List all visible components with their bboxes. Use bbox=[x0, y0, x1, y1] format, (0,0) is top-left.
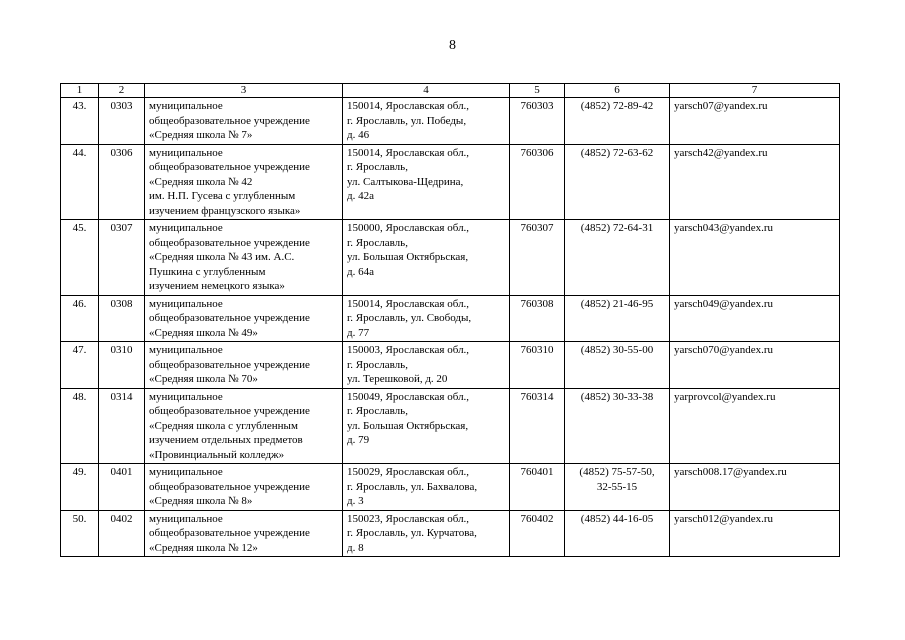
phone-line: (4852) 30-55-00 bbox=[580, 344, 654, 356]
index-code-cell: 760314 bbox=[510, 388, 565, 464]
address-line: д. 77 bbox=[347, 326, 370, 339]
address-line: 150003, Ярославская обл., bbox=[347, 344, 470, 356]
school-name-line: муниципальное bbox=[149, 146, 223, 159]
phone-cell bbox=[565, 510, 670, 557]
school-code-cell: 0402 bbox=[99, 510, 145, 557]
phone-line: (4852) 44-16-05 bbox=[580, 512, 654, 525]
page-number: 8 bbox=[449, 38, 456, 53]
address-line: д. 79 bbox=[347, 434, 370, 446]
row-number-cell: 50. bbox=[61, 510, 99, 557]
phone-line: (4852) 21-46-95 bbox=[580, 297, 654, 310]
address-line: ул. Большая Октябрьская, bbox=[347, 419, 469, 432]
index-code-cell: 760402 bbox=[510, 510, 565, 557]
school-name-line: им. Н.П. Гусева с углубленным bbox=[149, 190, 296, 202]
column-header-5: 5 bbox=[510, 84, 565, 98]
address-cell bbox=[343, 144, 510, 220]
address-line: д. 64а bbox=[347, 265, 374, 278]
school-name-line: муниципальное bbox=[149, 512, 223, 525]
school-name-line: «Средняя школа с углубленным bbox=[149, 419, 298, 432]
address-cell bbox=[343, 98, 510, 145]
address-line: 150029, Ярославская обл., bbox=[347, 466, 470, 478]
school-name-cell bbox=[145, 510, 343, 557]
school-name-line: «Средняя школа № 70» bbox=[149, 373, 258, 385]
table-row bbox=[61, 144, 840, 220]
column-header-4: 4 bbox=[343, 84, 510, 98]
school-name-line: изучением отдельных предметов bbox=[149, 434, 303, 446]
phone-cell bbox=[565, 295, 670, 342]
row-number-cell: 49. bbox=[61, 464, 99, 511]
phone-line: (4852) 30-33-38 bbox=[580, 390, 654, 403]
school-name-cell bbox=[145, 144, 343, 220]
school-name-line: муниципальное bbox=[149, 344, 223, 356]
address-line: г. Ярославль, bbox=[347, 358, 408, 371]
address-line: ул. Терешковой, д. 20 bbox=[347, 373, 448, 385]
index-code-cell: 760308 bbox=[510, 295, 565, 342]
phone-line: (4852) 72-89-42 bbox=[580, 100, 654, 112]
table-row bbox=[61, 464, 840, 511]
school-name-line: «Средняя школа № 43 им. А.С. bbox=[149, 251, 295, 263]
row-number-cell: 46. bbox=[61, 295, 99, 342]
school-code-cell: 0303 bbox=[99, 98, 145, 145]
address-line: ул. Большая Октябрьская, bbox=[347, 251, 469, 263]
table-row bbox=[61, 98, 840, 145]
column-header-6: 6 bbox=[565, 84, 670, 98]
table-header bbox=[61, 84, 840, 98]
address-line: 150014, Ярославская обл., bbox=[347, 297, 470, 310]
address-line: г. Ярославль, bbox=[347, 236, 408, 249]
address-line: 150014, Ярославская обл., bbox=[347, 100, 470, 112]
address-line: д. 42а bbox=[347, 190, 374, 202]
column-header-1: 1 bbox=[61, 84, 99, 98]
row-number-cell: 45. bbox=[61, 220, 99, 296]
address-line: г. Ярославль, bbox=[347, 161, 408, 173]
email-cell: yarsch07@yandex.ru bbox=[670, 98, 840, 145]
table-body bbox=[61, 98, 840, 557]
row-number-cell: 43. bbox=[61, 98, 99, 145]
phone-cell bbox=[565, 342, 670, 389]
table-row bbox=[61, 342, 840, 389]
address-cell bbox=[343, 342, 510, 389]
index-code-cell: 760401 bbox=[510, 464, 565, 511]
email-cell: yarsch070@yandex.ru bbox=[670, 342, 840, 389]
school-code-cell: 0306 bbox=[99, 144, 145, 220]
address-line: д. 3 bbox=[347, 495, 364, 507]
phone-line: (4852) 72-64-31 bbox=[580, 222, 654, 234]
school-name-line: муниципальное bbox=[149, 100, 223, 112]
phone-line: (4852) 75-57-50, bbox=[579, 466, 655, 478]
address-cell bbox=[343, 510, 510, 557]
phone-line: 32-55-15 bbox=[596, 480, 638, 493]
column-header-2: 2 bbox=[99, 84, 145, 98]
row-number-cell: 47. bbox=[61, 342, 99, 389]
school-name-line: общеобразовательное учреждение bbox=[149, 114, 310, 127]
school-name-line: изучением французского языка» bbox=[149, 204, 301, 217]
school-name-line: муниципальное bbox=[149, 297, 223, 310]
address-line: д. 8 bbox=[347, 541, 364, 554]
address-line: 150023, Ярославская обл., bbox=[347, 512, 470, 525]
address-line: г. Ярославль, bbox=[347, 405, 408, 417]
school-code-cell: 0310 bbox=[99, 342, 145, 389]
school-name-line: муниципальное bbox=[149, 390, 223, 403]
school-name-line: муниципальное bbox=[149, 466, 223, 478]
school-name-cell bbox=[145, 342, 343, 389]
school-name-line: общеобразовательное учреждение bbox=[149, 236, 310, 249]
table-row bbox=[61, 220, 840, 296]
school-name-line: «Средняя школа № 12» bbox=[149, 541, 258, 554]
row-number-cell: 44. bbox=[61, 144, 99, 220]
address-cell bbox=[343, 388, 510, 464]
school-name-line: общеобразовательное учреждение bbox=[149, 405, 310, 417]
school-code-cell: 0307 bbox=[99, 220, 145, 296]
school-name-line: «Средняя школа № 42 bbox=[149, 175, 253, 188]
address-line: 150000, Ярославская обл., bbox=[347, 222, 470, 234]
school-name-line: «Средняя школа № 8» bbox=[149, 495, 253, 507]
index-code-cell: 760303 bbox=[510, 98, 565, 145]
school-name-line: «Средняя школа № 7» bbox=[149, 129, 253, 141]
index-code-cell: 760306 bbox=[510, 144, 565, 220]
address-cell bbox=[343, 220, 510, 296]
school-code-cell: 0314 bbox=[99, 388, 145, 464]
column-header-3: 3 bbox=[145, 84, 343, 98]
phone-cell bbox=[565, 98, 670, 145]
school-name-cell bbox=[145, 220, 343, 296]
address-cell bbox=[343, 464, 510, 511]
schools-table bbox=[60, 83, 840, 557]
index-code-cell: 760307 bbox=[510, 220, 565, 296]
phone-line: (4852) 72-63-62 bbox=[580, 146, 654, 159]
address-line: г. Ярославль, ул. Свободы, bbox=[347, 312, 472, 324]
phone-cell bbox=[565, 388, 670, 464]
phone-cell bbox=[565, 464, 670, 511]
school-name-line: Пушкина с углубленным bbox=[149, 265, 266, 278]
table-row bbox=[61, 510, 840, 557]
school-name-line: «Средняя школа № 49» bbox=[149, 326, 258, 339]
school-name-line: общеобразовательное учреждение bbox=[149, 480, 310, 493]
school-name-line: общеобразовательное учреждение bbox=[149, 312, 310, 324]
address-line: г. Ярославль, ул. Победы, bbox=[347, 114, 467, 127]
address-line: г. Ярославль, ул. Курчатова, bbox=[347, 527, 477, 539]
index-code-cell: 760310 bbox=[510, 342, 565, 389]
email-cell: yarsch012@yandex.ru bbox=[670, 510, 840, 557]
school-code-cell: 0308 bbox=[99, 295, 145, 342]
email-cell: yarsch049@yandex.ru bbox=[670, 295, 840, 342]
address-line: 150049, Ярославская обл., bbox=[347, 390, 470, 403]
school-code-cell: 0401 bbox=[99, 464, 145, 511]
school-name-line: общеобразовательное учреждение bbox=[149, 161, 310, 173]
school-name-line: муниципальное bbox=[149, 222, 223, 234]
table-row bbox=[61, 295, 840, 342]
school-name-cell bbox=[145, 295, 343, 342]
address-line: ул. Салтыкова-Щедрина, bbox=[347, 175, 464, 188]
email-cell: yarsch043@yandex.ru bbox=[670, 220, 840, 296]
header-row bbox=[61, 84, 840, 98]
school-name-cell bbox=[145, 98, 343, 145]
school-name-line: общеобразовательное учреждение bbox=[149, 358, 310, 371]
email-cell: yarprovcol@yandex.ru bbox=[670, 388, 840, 464]
school-name-cell bbox=[145, 464, 343, 511]
phone-cell bbox=[565, 144, 670, 220]
address-line: 150014, Ярославская обл., bbox=[347, 146, 470, 159]
address-cell bbox=[343, 295, 510, 342]
address-line: д. 46 bbox=[347, 129, 370, 141]
email-cell: yarsch42@yandex.ru bbox=[670, 144, 840, 220]
table-row bbox=[61, 388, 840, 464]
school-name-line: изучением немецкого языка» bbox=[149, 280, 285, 292]
address-line: г. Ярославль, ул. Бахвалова, bbox=[347, 480, 478, 493]
phone-cell bbox=[565, 220, 670, 296]
school-name-line: общеобразовательное учреждение bbox=[149, 527, 310, 539]
school-name-line: «Провинциальный колледж» bbox=[149, 448, 285, 461]
row-number-cell: 48. bbox=[61, 388, 99, 464]
school-name-cell bbox=[145, 388, 343, 464]
email-cell: yarsch008.17@yandex.ru bbox=[670, 464, 840, 511]
column-header-7: 7 bbox=[670, 84, 840, 98]
